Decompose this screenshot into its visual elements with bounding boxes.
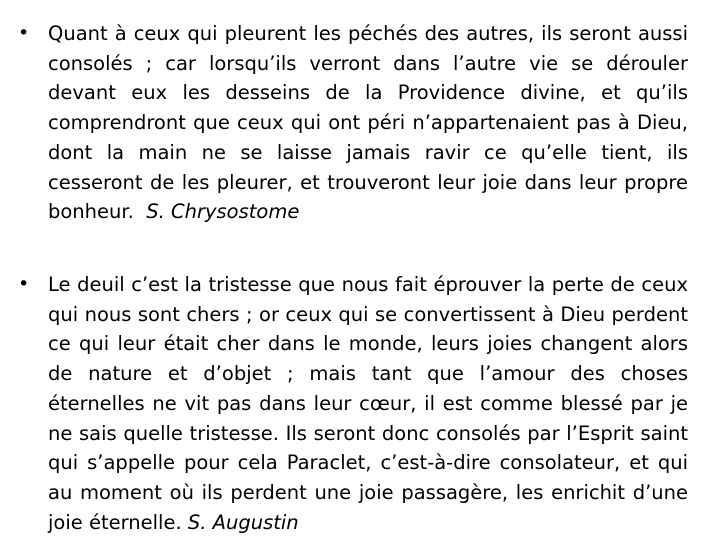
quote-author: S. Augustin: [187, 510, 299, 534]
quote-augustin: [18, 270, 688, 537]
bullet-icon: •: [18, 273, 30, 295]
quote-author: S. Chrysostome: [146, 200, 300, 224]
quote-chrysostome: [18, 19, 688, 227]
quote-text: Le deuil c’est la tristesse que nous fait éprouver la perte de ceux qui nous sont chers ; or ceux qui se convertissent à Dieu perdent ce qui leur était cher dans le monde, leurs joies changent alors de nature et d’objet ; mais tant que l’amour des choses éternelles ne vit pas dans leur cœur, il est comme blessé par je ne sais quelle tristesse. Ils seront donc consolés par l’Esprit saint qui s’appelle pour cela Paraclet, c’est-à-dire consolateur, et qui au moment où ils perdent une joie passagère, les enrichit d’une joie éternelle.: [48, 273, 688, 534]
bullet-icon: •: [18, 22, 30, 44]
quote-text: Quant à ceux qui pleurent les péchés des autres, ils seront aussi consolés ; car lorsqu’ils verront dans l’autre vie se dérouler devant eux les desseins de la Providence divine, et qu’ils comprendront que ceux qui ont péri n’appartenaient pas à Dieu, dont la main ne se laisse jamais ravir ce qu’elle tient, ils cesseront de les pleurer, et trouveront leur joie dans leur propre bonheur.: [48, 22, 688, 224]
